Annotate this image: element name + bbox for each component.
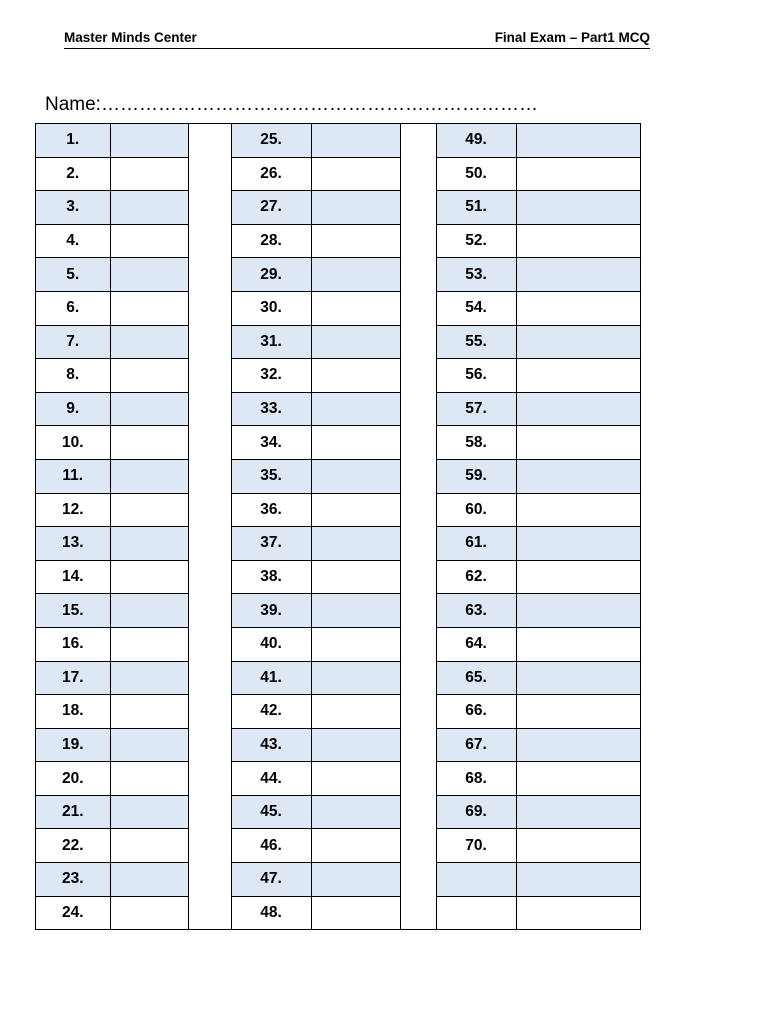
answer-cell[interactable] (110, 157, 188, 191)
column-spacer (400, 527, 436, 561)
answer-cell[interactable] (311, 459, 400, 493)
column-spacer (400, 627, 436, 661)
answer-cell[interactable] (311, 829, 400, 863)
answer-cell[interactable] (311, 594, 400, 628)
question-number: 63. (436, 594, 516, 628)
question-number: 29. (231, 258, 311, 292)
column-spacer (400, 863, 436, 897)
answer-cell[interactable] (110, 594, 188, 628)
question-number: 1. (36, 124, 110, 157)
answer-cell[interactable] (110, 392, 188, 426)
question-number: 59. (436, 459, 516, 493)
answer-cell[interactable] (516, 560, 640, 594)
answer-cell[interactable] (311, 359, 400, 393)
question-number: 24. (36, 896, 110, 929)
exam-title: Final Exam – Part1 MCQ (494, 30, 650, 45)
question-number: 69. (436, 795, 516, 829)
column-spacer (188, 291, 231, 325)
answer-cell[interactable] (516, 191, 640, 225)
answer-cell[interactable] (516, 157, 640, 191)
answer-cell[interactable] (311, 392, 400, 426)
question-number: 54. (436, 291, 516, 325)
column-spacer (400, 795, 436, 829)
answer-cell[interactable] (110, 224, 188, 258)
answer-cell[interactable] (110, 124, 188, 157)
answer-cell[interactable] (516, 863, 640, 897)
column-spacer (188, 795, 231, 829)
question-number: 35. (231, 459, 311, 493)
question-number: 50. (436, 157, 516, 191)
answer-row (36, 224, 640, 258)
question-number: 5. (36, 258, 110, 292)
question-number: 36. (231, 493, 311, 527)
column-spacer (188, 863, 231, 897)
answer-cell[interactable] (516, 728, 640, 762)
column-spacer (188, 594, 231, 628)
answer-cell[interactable] (516, 392, 640, 426)
column-spacer (400, 291, 436, 325)
column-spacer (188, 627, 231, 661)
column-spacer (400, 258, 436, 292)
question-number: 61. (436, 527, 516, 561)
answer-row (36, 459, 640, 493)
question-number: 58. (436, 426, 516, 460)
question-number: 49. (436, 124, 516, 157)
answer-cell[interactable] (110, 493, 188, 527)
question-number: 51. (436, 191, 516, 225)
column-spacer (188, 258, 231, 292)
column-spacer (400, 829, 436, 863)
answer-cell[interactable] (516, 795, 640, 829)
question-number: 66. (436, 695, 516, 729)
question-number (436, 896, 516, 929)
answer-cell[interactable] (311, 493, 400, 527)
answer-cell[interactable] (110, 459, 188, 493)
answer-cell[interactable] (311, 560, 400, 594)
question-number: 70. (436, 829, 516, 863)
question-number: 12. (36, 493, 110, 527)
question-number: 68. (436, 762, 516, 796)
answer-cell[interactable] (311, 762, 400, 796)
question-number: 8. (36, 359, 110, 393)
answer-cell[interactable] (311, 291, 400, 325)
question-number: 52. (436, 224, 516, 258)
answer-row (36, 258, 640, 292)
column-spacer (188, 896, 231, 929)
answer-cell[interactable] (110, 560, 188, 594)
question-number: 4. (36, 224, 110, 258)
column-spacer (400, 493, 436, 527)
column-spacer (400, 191, 436, 225)
question-number: 10. (36, 426, 110, 460)
answer-row (36, 594, 640, 628)
answer-row (36, 291, 640, 325)
answer-cell[interactable] (516, 627, 640, 661)
answer-cell[interactable] (110, 426, 188, 460)
column-spacer (400, 728, 436, 762)
column-spacer (400, 695, 436, 729)
question-number: 9. (36, 392, 110, 426)
answer-cell[interactable] (516, 527, 640, 561)
column-spacer (188, 493, 231, 527)
question-number: 37. (231, 527, 311, 561)
question-number: 25. (231, 124, 311, 157)
answer-cell[interactable] (311, 325, 400, 359)
column-spacer (400, 459, 436, 493)
question-number: 11. (36, 459, 110, 493)
question-number: 62. (436, 560, 516, 594)
answer-cell[interactable] (516, 493, 640, 527)
column-spacer (400, 392, 436, 426)
column-spacer (400, 896, 436, 929)
column-spacer (188, 829, 231, 863)
answer-cell[interactable] (516, 829, 640, 863)
question-number: 2. (36, 157, 110, 191)
answer-row (36, 191, 640, 225)
answer-row (36, 426, 640, 460)
answer-row (36, 560, 640, 594)
column-spacer (400, 594, 436, 628)
answer-cell[interactable] (516, 459, 640, 493)
column-spacer (188, 695, 231, 729)
answer-cell[interactable] (311, 224, 400, 258)
question-number: 30. (231, 291, 311, 325)
answer-cell[interactable] (311, 661, 400, 695)
answer-cell[interactable] (516, 896, 640, 929)
answer-cell[interactable] (516, 426, 640, 460)
question-number: 56. (436, 359, 516, 393)
column-spacer (188, 157, 231, 191)
answer-cell[interactable] (110, 728, 188, 762)
column-spacer (188, 224, 231, 258)
answer-row (36, 157, 640, 191)
answer-row (36, 325, 640, 359)
answer-cell[interactable] (311, 728, 400, 762)
answer-cell[interactable] (110, 661, 188, 695)
answer-cell[interactable] (516, 762, 640, 796)
column-spacer (188, 560, 231, 594)
answer-row (36, 392, 640, 426)
question-number: 17. (36, 661, 110, 695)
answer-cell[interactable] (516, 291, 640, 325)
column-spacer (400, 224, 436, 258)
question-number: 21. (36, 795, 110, 829)
answer-row (36, 627, 640, 661)
question-number: 53. (436, 258, 516, 292)
answer-row (36, 124, 640, 157)
answer-row (36, 762, 640, 796)
question-number: 13. (36, 527, 110, 561)
column-spacer (188, 459, 231, 493)
question-number: 67. (436, 728, 516, 762)
answer-row (36, 795, 640, 829)
question-number: 42. (231, 695, 311, 729)
question-number: 28. (231, 224, 311, 258)
answer-row (36, 359, 640, 393)
question-number: 43. (231, 728, 311, 762)
answer-row (36, 728, 640, 762)
column-spacer (188, 762, 231, 796)
answer-cell[interactable] (110, 191, 188, 225)
answer-sheet (35, 123, 641, 930)
answer-cell[interactable] (311, 695, 400, 729)
answer-cell[interactable] (110, 896, 188, 929)
answer-cell[interactable] (311, 795, 400, 829)
answer-cell[interactable] (516, 224, 640, 258)
answer-cell[interactable] (110, 627, 188, 661)
column-spacer (188, 426, 231, 460)
question-number: 48. (231, 896, 311, 929)
answer-row (36, 863, 640, 897)
student-name-line[interactable]: Name:…………………………………………………………… (45, 94, 538, 115)
answer-cell[interactable] (311, 124, 400, 157)
question-number: 3. (36, 191, 110, 225)
answer-cell[interactable] (311, 157, 400, 191)
question-number: 23. (36, 863, 110, 897)
question-number: 64. (436, 627, 516, 661)
column-spacer (188, 392, 231, 426)
answer-cell[interactable] (311, 627, 400, 661)
question-number: 34. (231, 426, 311, 460)
answer-cell[interactable] (516, 661, 640, 695)
question-number: 44. (231, 762, 311, 796)
column-spacer (400, 325, 436, 359)
column-spacer (188, 359, 231, 393)
answer-cell[interactable] (311, 896, 400, 929)
column-spacer (188, 124, 231, 157)
question-number: 31. (231, 325, 311, 359)
answer-cell[interactable] (311, 426, 400, 460)
question-number: 6. (36, 291, 110, 325)
question-number: 19. (36, 728, 110, 762)
answer-cell[interactable] (516, 258, 640, 292)
question-number: 22. (36, 829, 110, 863)
column-spacer (188, 728, 231, 762)
question-number: 16. (36, 627, 110, 661)
answer-cell[interactable] (311, 258, 400, 292)
answer-row (36, 661, 640, 695)
question-number: 15. (36, 594, 110, 628)
question-number: 14. (36, 560, 110, 594)
answer-cell[interactable] (110, 325, 188, 359)
answer-cell[interactable] (110, 527, 188, 561)
question-number: 60. (436, 493, 516, 527)
column-spacer (400, 426, 436, 460)
question-number: 39. (231, 594, 311, 628)
question-number: 7. (36, 325, 110, 359)
column-spacer (400, 359, 436, 393)
question-number: 38. (231, 560, 311, 594)
center-name: Master Minds Center (64, 30, 197, 45)
column-spacer (188, 325, 231, 359)
question-number: 65. (436, 661, 516, 695)
question-number: 27. (231, 191, 311, 225)
answer-cell[interactable] (516, 325, 640, 359)
column-spacer (188, 527, 231, 561)
question-number: 18. (36, 695, 110, 729)
question-number: 47. (231, 863, 311, 897)
answer-cell[interactable] (110, 695, 188, 729)
answer-row (36, 896, 640, 929)
answer-cell[interactable] (516, 594, 640, 628)
answer-grid (36, 124, 640, 929)
question-number: 55. (436, 325, 516, 359)
answer-cell[interactable] (110, 258, 188, 292)
answer-cell[interactable] (110, 863, 188, 897)
column-spacer (400, 661, 436, 695)
answer-cell[interactable] (516, 124, 640, 157)
question-number: 57. (436, 392, 516, 426)
page-header (64, 30, 650, 49)
question-number: 46. (231, 829, 311, 863)
question-number: 40. (231, 627, 311, 661)
answer-cell[interactable] (110, 795, 188, 829)
column-spacer (188, 191, 231, 225)
question-number: 41. (231, 661, 311, 695)
answer-row (36, 493, 640, 527)
answer-cell[interactable] (311, 527, 400, 561)
answer-row (36, 527, 640, 561)
question-number: 32. (231, 359, 311, 393)
column-spacer (400, 560, 436, 594)
question-number (436, 863, 516, 897)
answer-cell[interactable] (110, 359, 188, 393)
answer-cell[interactable] (311, 863, 400, 897)
answer-cell[interactable] (516, 359, 640, 393)
question-number: 33. (231, 392, 311, 426)
answer-cell[interactable] (110, 762, 188, 796)
answer-row (36, 829, 640, 863)
answer-cell[interactable] (311, 191, 400, 225)
question-number: 20. (36, 762, 110, 796)
column-spacer (188, 661, 231, 695)
column-spacer (400, 157, 436, 191)
column-spacer (400, 124, 436, 157)
answer-cell[interactable] (110, 291, 188, 325)
question-number: 45. (231, 795, 311, 829)
question-number: 26. (231, 157, 311, 191)
column-spacer (400, 762, 436, 796)
answer-cell[interactable] (110, 829, 188, 863)
answer-row (36, 695, 640, 729)
answer-cell[interactable] (516, 695, 640, 729)
